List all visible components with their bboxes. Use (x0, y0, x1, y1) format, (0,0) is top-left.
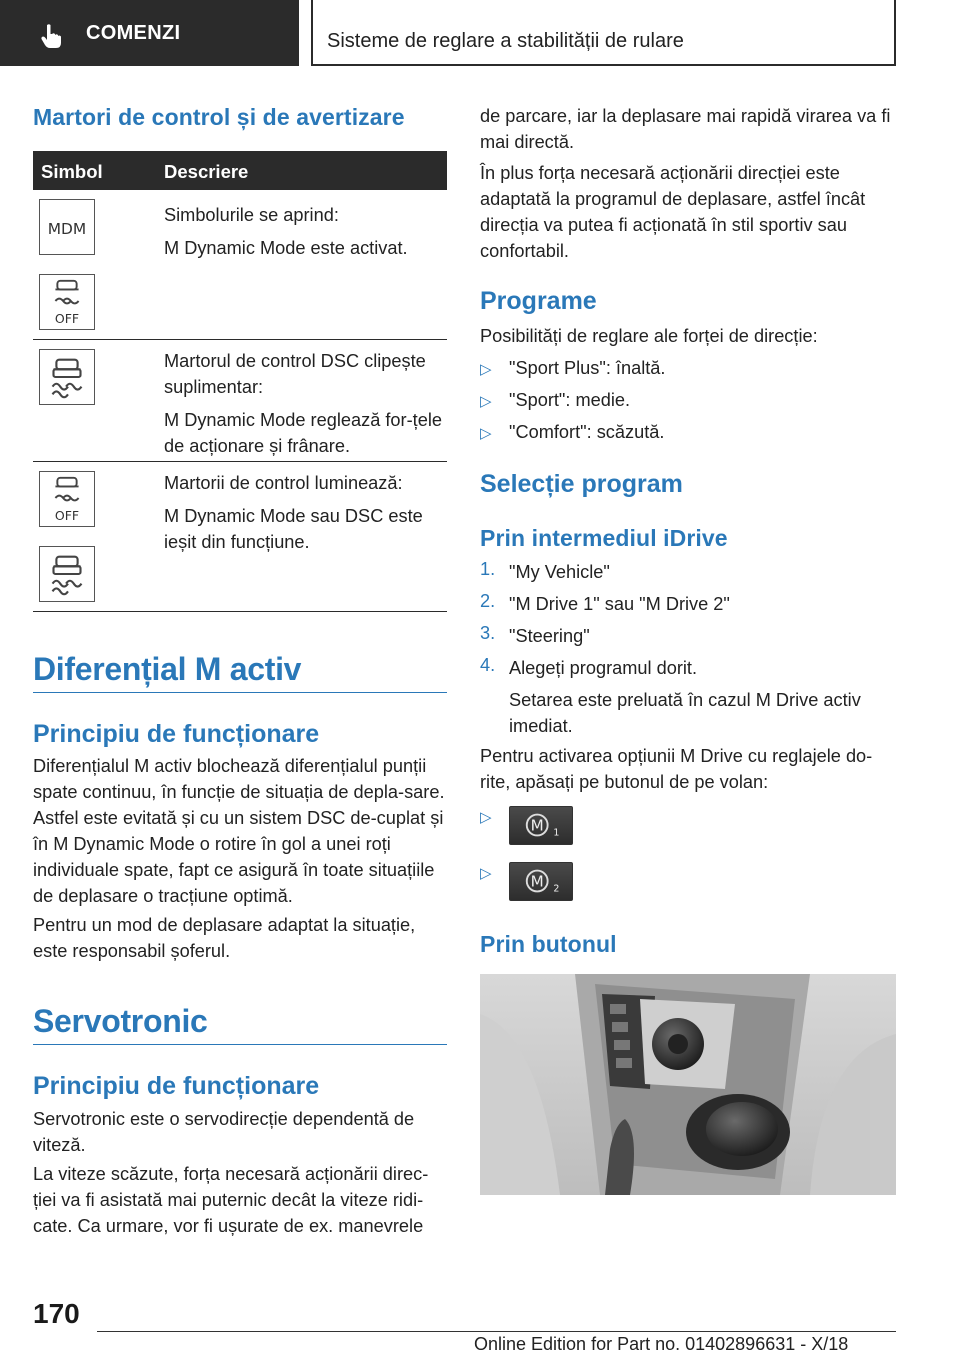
description-line: M Dynamic Mode sau DSC este ieșit din funcțiune. (164, 506, 423, 552)
idrive-steps (480, 559, 896, 739)
list-item (480, 623, 896, 649)
svg-text:2: 2 (553, 883, 560, 895)
hand-pointer-icon (38, 22, 66, 50)
list-item (480, 419, 896, 445)
table-row (33, 340, 447, 462)
svg-text:1: 1 (553, 827, 560, 839)
table-row (33, 462, 447, 612)
step-number: 4. (480, 655, 496, 675)
m1-button-icon (509, 806, 573, 845)
description-line: M Dynamic Mode reglează for-țele de acționare și frânare. (164, 410, 442, 456)
edition-note: Online Edition for Part no. 01402896631 - X/18 (474, 1334, 849, 1354)
continued-paragraph: de parcare, iar la deplasare mai rapidă virarea va fi mai directă. (480, 106, 891, 152)
step-number: 3. (480, 623, 496, 643)
bullet-icon: ▷ (480, 865, 492, 882)
list-item (480, 655, 896, 681)
heading-rule (33, 692, 447, 693)
program-item: "Sport Plus": înaltă. (509, 358, 666, 378)
list-item (480, 860, 896, 904)
heading-rule (33, 1044, 447, 1045)
row-description (164, 202, 447, 261)
dsc-off-icon (39, 274, 95, 330)
programs-heading: Programe (480, 287, 597, 315)
programs-intro: Posibilități de reglare ale forței de direcție: (480, 326, 818, 346)
row-description (164, 470, 447, 555)
programs-list (480, 355, 896, 455)
diff-paragraph: Diferențialul M activ blochează diferențialul punții spate continuu, în funcție de situația de depla-sare. Astfel este evitată și cu un sistem DSC de-cuplat și în M Dynamic Mode o rotire în gol a unei roți individuale spate, fapt ce asigură în toate situațiile de deplasare o tracțiune optimă. (33, 756, 445, 906)
center-console-photo (480, 974, 896, 1195)
description-line: Martorul de control DSC clipește suplimentar: (164, 351, 426, 397)
servotronic-paragraph: La viteze scăzute, forța necesară acționării direc-ției va fi asistată mai puternic decât la viteze ridi-cate. Ca urmare, vor fi ușurate de ex. manevrele (33, 1164, 429, 1236)
dsc-icon (39, 546, 95, 602)
description-line: M Dynamic Mode este activat. (164, 238, 408, 258)
chapter-tab (0, 0, 299, 66)
select-program-heading: Selecție program (480, 470, 683, 498)
dsc-off-icon (39, 471, 95, 527)
list-item (480, 559, 896, 585)
warning-lights-heading: Martori de control și de avertizare (33, 104, 405, 130)
step-text: Alegeți programul dorit. (509, 658, 698, 678)
warning-lights-table (33, 151, 447, 612)
bullet-icon: ▷ (480, 393, 492, 410)
diff-paragraph: Pentru un mod de deplasare adaptat la situație, este responsabil șoferul. (33, 915, 416, 961)
servotronic-subheading: Principiu de funcționare (33, 1072, 320, 1100)
program-item: "Sport": medie. (509, 390, 631, 410)
bullet-icon: ▷ (480, 361, 492, 378)
column-header-symbol: Simbol (41, 161, 103, 182)
svg-text:MDM: MDM (47, 219, 87, 238)
table-row (33, 190, 447, 340)
list-item (480, 804, 896, 848)
table-header (33, 151, 447, 190)
svg-text:M: M (530, 816, 544, 835)
step-text: "My Vehicle" (509, 562, 610, 582)
column-header-description: Descriere (164, 161, 249, 182)
svg-text:M: M (530, 872, 544, 891)
continued-paragraph: În plus forța necesară acționării direcției este adaptată la programul de deplasare, astfel încât direcția va putea fi acționată în stil sportiv sau confortabil. (480, 163, 866, 261)
footer-rule (97, 1331, 896, 1332)
list-item (480, 591, 896, 617)
step-text: "Steering" (509, 626, 590, 646)
list-item (480, 355, 896, 381)
step-number: 1. (480, 559, 496, 579)
svg-text:OFF: OFF (54, 311, 80, 327)
svg-text:OFF: OFF (54, 508, 80, 524)
bullet-icon: ▷ (480, 425, 492, 442)
mdm-icon (39, 199, 95, 255)
step-text: "M Drive 1" sau "M Drive 2" (509, 594, 730, 614)
section-header-box (311, 0, 896, 66)
list-item (480, 387, 896, 413)
servotronic-heading: Servotronic (33, 1003, 208, 1039)
diff-heading: Diferențial M activ (33, 651, 302, 687)
button-heading: Prin butonul (480, 931, 617, 957)
step-number: 2. (480, 591, 496, 611)
chapter-label: COMENZI (86, 22, 181, 44)
steering-buttons-list (480, 804, 896, 904)
row-description (164, 348, 447, 459)
description-line: Simbolurile se aprind: (164, 205, 339, 225)
section-title: Sisteme de reglare a stabilității de rulare (327, 30, 684, 52)
bullet-icon: ▷ (480, 809, 492, 826)
activate-paragraph: Pentru activarea opțiunii M Drive cu reglajele do-rite, apăsați pe butonul de pe volan: (480, 746, 873, 792)
program-item: "Comfort": scăzută. (509, 422, 665, 442)
page-number: 170 (33, 1298, 80, 1329)
description-line: Martorii de control luminează: (164, 473, 403, 493)
dsc-icon (39, 349, 95, 405)
page-header (0, 0, 960, 66)
m2-button-icon (509, 862, 573, 901)
servotronic-paragraph: Servotronic este o servodirecție dependentă de viteză. (33, 1109, 415, 1155)
diff-subheading: Principiu de funcționare (33, 720, 320, 748)
step-note: Setarea este preluată în cazul M Drive activ imediat. (509, 690, 861, 736)
idrive-heading: Prin intermediul iDrive (480, 525, 728, 551)
